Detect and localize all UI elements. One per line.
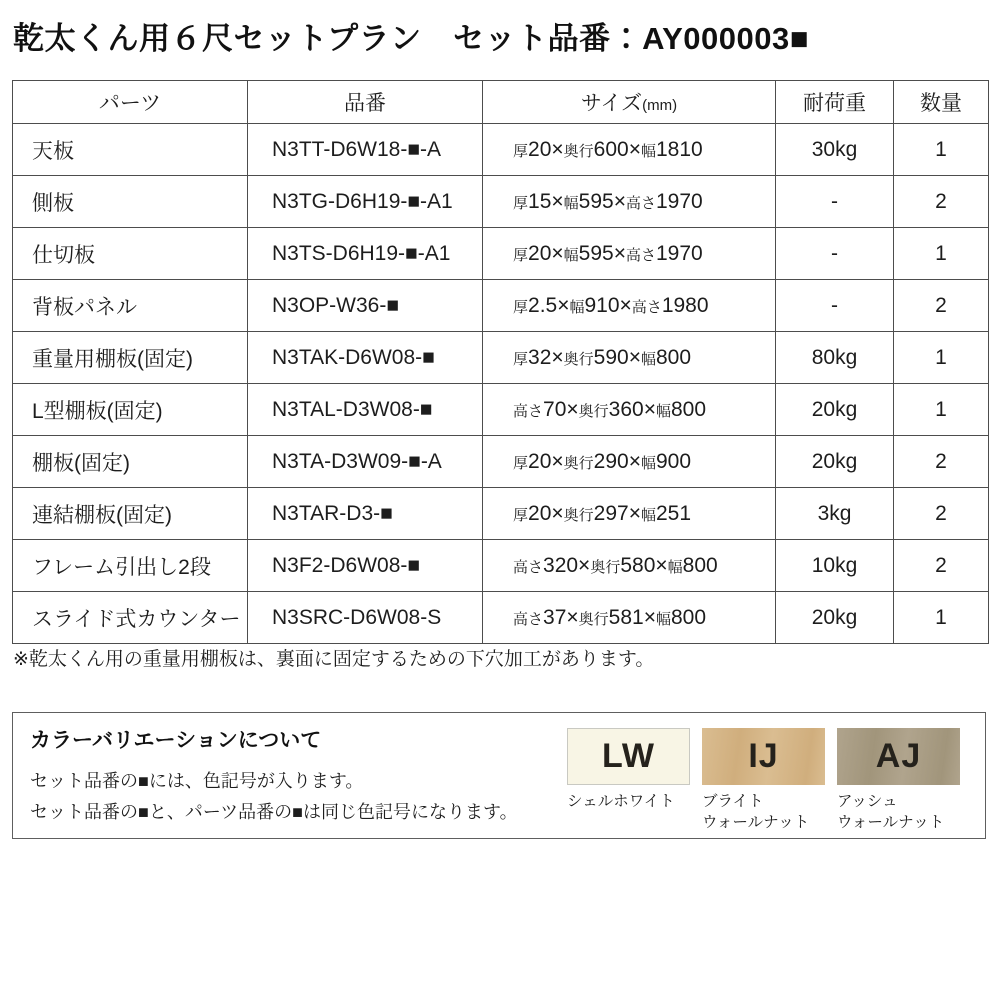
cell-load: -	[776, 228, 894, 280]
table-row	[13, 228, 989, 280]
cell-load: 20kg	[776, 436, 894, 488]
table-row	[13, 332, 989, 384]
cell-quantity: 1	[894, 124, 989, 176]
cell-parts: 側板	[13, 176, 248, 228]
cell-size: 厚20×奥行290×幅900	[483, 436, 776, 488]
cell-parts: 重量用棚板(固定)	[13, 332, 248, 384]
cell-size: 厚2.5×幅910×高さ1980	[483, 280, 776, 332]
cell-parts: フレーム引出し2段	[13, 540, 248, 592]
table-row	[13, 280, 989, 332]
parts-table	[12, 80, 989, 644]
cell-parts: 背板パネル	[13, 280, 248, 332]
table-body	[13, 124, 989, 644]
color-name: アッシュ ウォールナット	[837, 793, 945, 831]
cell-part-number: N3TAK-D6W08-■	[248, 332, 483, 384]
cell-parts: L型棚板(固定)	[13, 384, 248, 436]
color-code: IJ	[748, 737, 779, 775]
cell-size: 厚32×奥行590×幅800	[483, 332, 776, 384]
cell-load: 3kg	[776, 488, 894, 540]
cell-part-number: N3TA-D3W09-■-A	[248, 436, 483, 488]
cell-size: 厚15×幅595×高さ1970	[483, 176, 776, 228]
cell-load: 20kg	[776, 592, 894, 644]
cell-parts: 連結棚板(固定)	[13, 488, 248, 540]
table-row	[13, 540, 989, 592]
cell-load: -	[776, 280, 894, 332]
color-chip	[837, 728, 960, 785]
table-row	[13, 176, 989, 228]
color-chip	[567, 728, 690, 785]
table-row	[13, 384, 989, 436]
col-header-part-number: 品番	[248, 81, 483, 124]
cell-size: 厚20×奥行600×幅1810	[483, 124, 776, 176]
color-code: LW	[602, 737, 655, 775]
cell-quantity: 2	[894, 280, 989, 332]
col-header-parts: パーツ	[13, 81, 248, 124]
color-name: シェルホワイト	[567, 793, 675, 810]
cell-quantity: 2	[894, 176, 989, 228]
cell-part-number: N3TAL-D3W08-■	[248, 384, 483, 436]
cell-load: 10kg	[776, 540, 894, 592]
cell-part-number: N3TT-D6W18-■-A	[248, 124, 483, 176]
col-header-qty: 数量	[894, 81, 989, 124]
cell-quantity: 2	[894, 436, 989, 488]
color-swatch	[837, 728, 960, 834]
cell-part-number: N3TAR-D3-■	[248, 488, 483, 540]
cell-load: -	[776, 176, 894, 228]
cell-part-number: N3SRC-D6W08-S	[248, 592, 483, 644]
cell-parts: 仕切板	[13, 228, 248, 280]
color-variation-text	[13, 713, 567, 838]
color-box-heading: カラーバリエーションについて	[30, 729, 322, 752]
cell-quantity: 1	[894, 592, 989, 644]
cell-quantity: 1	[894, 228, 989, 280]
cell-size: 厚20×幅595×高さ1970	[483, 228, 776, 280]
col-header-size	[483, 81, 776, 124]
footnote: ※乾太くん用の重量用棚板は、裏面に固定するための下穴加工があります。	[13, 649, 655, 670]
color-name: ブライト ウォールナット	[702, 793, 810, 831]
cell-load: 80kg	[776, 332, 894, 384]
table-row	[13, 488, 989, 540]
cell-quantity: 2	[894, 488, 989, 540]
cell-quantity: 1	[894, 332, 989, 384]
cell-quantity: 2	[894, 540, 989, 592]
size-label: サイズ	[580, 92, 643, 115]
size-unit-label: (mm)	[642, 97, 678, 114]
cell-load: 20kg	[776, 384, 894, 436]
cell-part-number: N3F2-D6W08-■	[248, 540, 483, 592]
cell-parts: スライド式カウンター	[13, 592, 248, 644]
table-row	[13, 124, 989, 176]
table-header-row	[13, 81, 989, 124]
cell-size: 厚20×奥行297×幅251	[483, 488, 776, 540]
cell-part-number: N3TS-D6H19-■-A1	[248, 228, 483, 280]
page-title: 乾太くん用６尺セットプラン セット品番：AY000003■	[13, 21, 809, 56]
cell-size: 高さ70×奥行360×幅800	[483, 384, 776, 436]
col-header-load: 耐荷重	[776, 81, 894, 124]
color-swatch	[702, 728, 825, 834]
cell-quantity: 1	[894, 384, 989, 436]
cell-size: 高さ37×奥行581×幅800	[483, 592, 776, 644]
cell-size: 高さ320×奥行580×幅800	[483, 540, 776, 592]
color-code: AJ	[875, 737, 922, 775]
cell-part-number: N3TG-D6H19-■-A1	[248, 176, 483, 228]
color-box-line-1: セット品番の■には、色記号が入ります。	[30, 771, 364, 791]
table-row	[13, 436, 989, 488]
color-chip	[702, 728, 825, 785]
table-row	[13, 592, 989, 644]
cell-load: 30kg	[776, 124, 894, 176]
color-variation-box	[12, 712, 986, 839]
swatch-group	[567, 713, 985, 838]
color-box-line-2: セット品番の■と、パーツ品番の■は同じ色記号になります。	[30, 802, 518, 822]
cell-parts: 天板	[13, 124, 248, 176]
cell-part-number: N3OP-W36-■	[248, 280, 483, 332]
cell-parts: 棚板(固定)	[13, 436, 248, 488]
color-swatch	[567, 728, 690, 813]
